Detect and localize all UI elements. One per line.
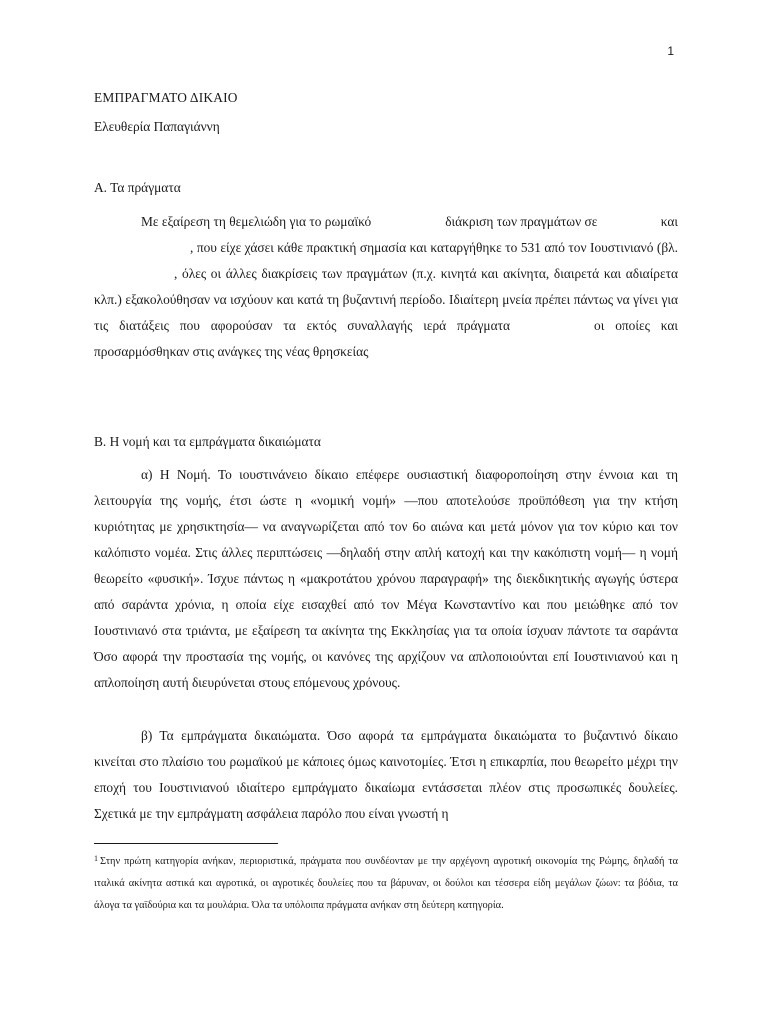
section-a-text-2: διάκριση των πραγμάτων σε [445, 214, 598, 229]
footnote [94, 848, 678, 917]
footnote-text: Στην πρώτη κατηγορία ανήκαν, περιοριστικά, πράγματα που συνδέονταν με την αρχέγονη αγροτική οικονομία της Ρώμης, δηλαδή τα ιταλικά ακίνητα αστικά και αγροτικά, οι αγροτικές δουλείες που τα βάρυναν, οι δούλοι και τέσσερα είδη μεγάλων ζώων: τα βόδια, τα άλογα τα γαϊδούρια και τα μουλάρια. Όλα τα υπόλοιπα πράγματα ανήκαν στη δεύτερη κατηγορία. [94, 856, 678, 911]
page-number: 1 [667, 44, 674, 58]
section-a-text-6: οι οποίες και προσαρμόσθηκαν στις ανάγκες της νέας θρησκείας [94, 318, 678, 359]
section-a-text-3: και [660, 214, 678, 229]
section-a-text-4: , που είχε χάσει κάθε πρακτική σημασία και καταργήθηκε το 531 από τον Ιουστινιανό (βλ. [190, 240, 678, 255]
section-a-text-1: Με εξαίρεση τη θεμελιώδη για το ρωμαϊκό [141, 214, 372, 229]
section-a-heading: Α. Τα πράγματα [94, 180, 181, 195]
footnote-separator [94, 843, 278, 844]
section-b-heading: Β. Η νομή και τα εμπράγματα δικαιώματα [94, 434, 321, 449]
section-b-paragraph-real-rights: β) Τα εμπράγματα δικαιώματα. Όσο αφορά τα εμπράγματα δικαιώματα το βυζαντινό δίκαιο κινείται στο πλαίσιο του ρωμαϊκού με κάποιες όμως καινοτομίες. Έτσι η επικαρπία, που θεωρείτο μέχρι την εποχή του Ιουστινιανού ιδιαίτερο εμπράγματο δικαίωμα εντάσσεται πλέον στις προσωπικές δουλείες. Σχετικά με την εμπράγματη ασφάλεια παρόλο που είναι γνωστή η [94, 728, 678, 821]
section-b-paragraph-possession: α) Η Νομή. Το ιουστινάνειο δίκαιο επέφερε ουσιαστική διαφοροποίηση στην έννοια και τη λειτουργία της νομής, έτσι ώστε η «νομική νομή» —που αποτελούσε προϋπόθεση για την κτήση κυριότητας με χρησικτησία— να αναγνωρίζεται από τον 6ο αιώνα και μετά μόνον για τον κύριο και τον καλόπιστο νομέα. Στις άλλες περιπτώσεις —δηλαδή στην απλή κατοχή και την κακόπιστη νομή— η νομή θεωρείτο «φυσική». Ίσχυε πάντως η «μακροτάτου χρόνου παραγραφή» της διεκδικητικής αγωγής ύστερα από σαράντα χρόνια, η οποία είχε εισαχθεί από τον Μέγα Κωνσταντίνο και που μειώθηκε από τον Ιουστινιανό στα τριάντα, με εξαίρεση τα ακίνητα της Εκκλησίας για τα οποία ίσχυαν πάντοτε τα σαράντα Όσο αφορά την προστασία της νομής, οι κανόνες της αρχίζουν να απλοποιούνται επί Ιουστινιανού και η απλοποίηση αυτή διευρύνεται στους επόμενους χρόνους. [94, 467, 678, 690]
section-a-paragraph [94, 209, 678, 365]
section-a-text-5: , όλες οι άλλες διακρίσεις των πραγμάτων (π.χ. κινητά και ακίνητα, διαιρετά και αδιαίρετα κλπ.) εξακολούθησαν να ισχύουν και κατά τη βυζαντινή περίοδο. Ιδιαίτερη μνεία πρέπει πάντως να γίνει για τις διατάξεις που αφορούσαν τα εκτός συναλλαγής ιερά πράγματα [94, 266, 678, 333]
footnote-marker: 1 [94, 854, 98, 863]
document-author: Ελευθερία Παπαγιάννη [94, 119, 220, 134]
document-title: ΕΜΠΡΑΓΜΑΤΟ ΔΙΚΑΙΟ [94, 90, 238, 105]
